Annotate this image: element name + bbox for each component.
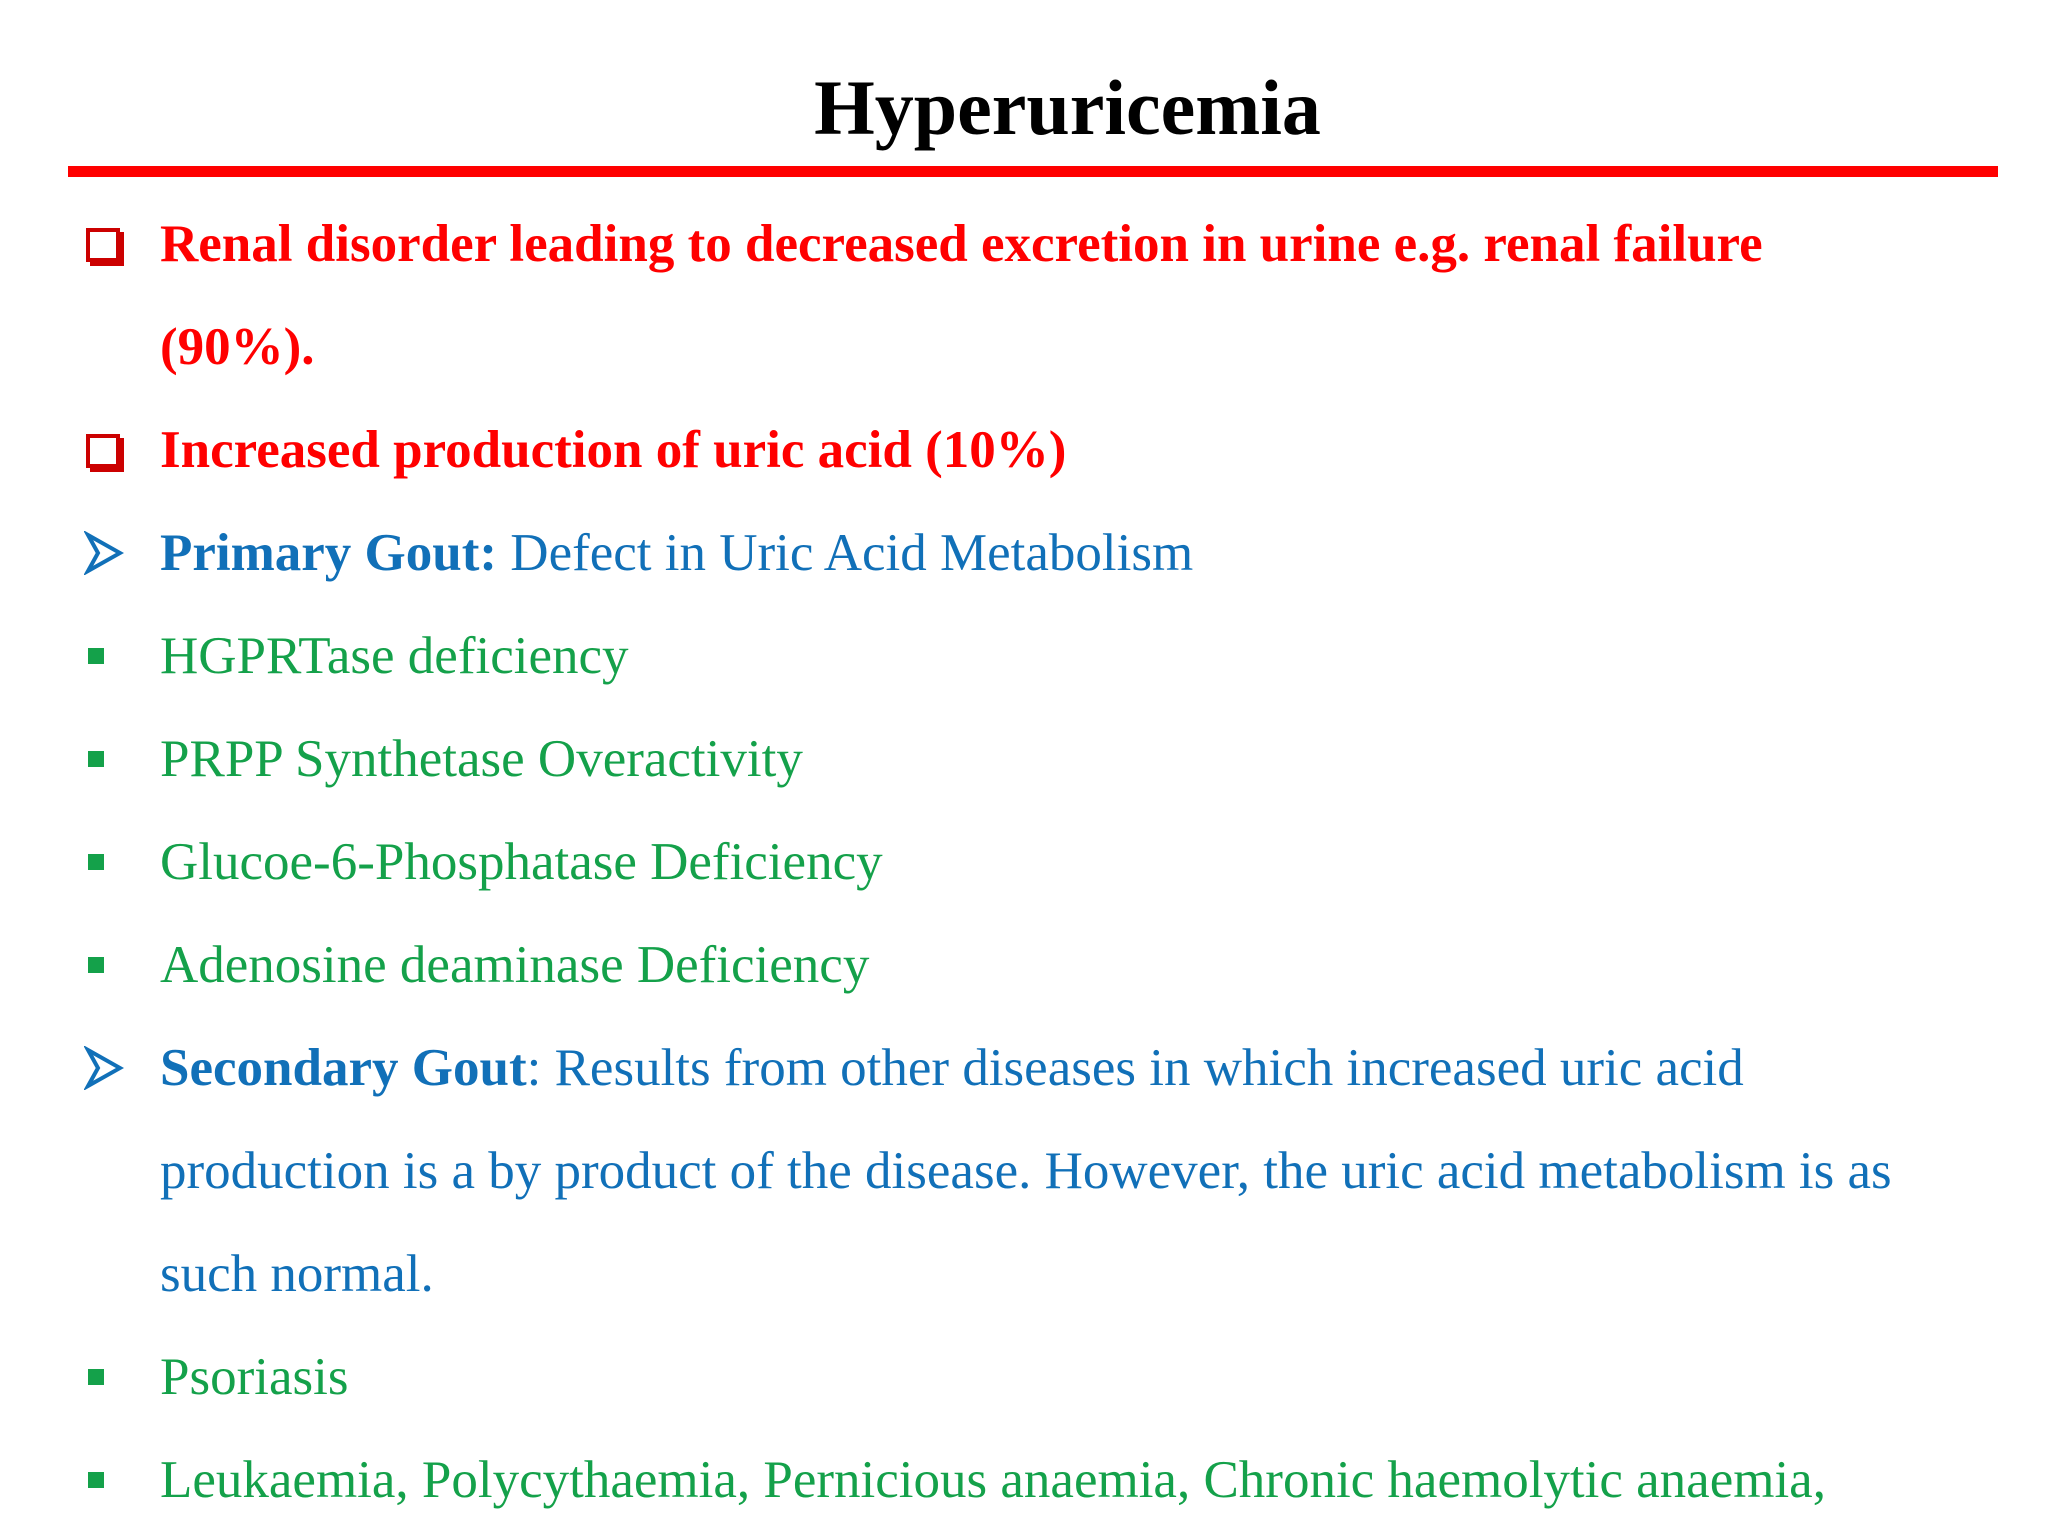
bullet-bold-label: Primary Gout: xyxy=(160,524,498,582)
bullet-text: (90%). xyxy=(160,318,315,376)
list-item xyxy=(0,616,2048,696)
list-item xyxy=(0,925,2048,1005)
bullet-text: production is a by product of the disease. However, the uric acid metabolism is as xyxy=(160,1142,1892,1200)
square-bullet-icon xyxy=(88,1369,104,1385)
square-bullet-icon xyxy=(88,648,104,664)
list-item xyxy=(0,513,2048,593)
square-bullet-icon xyxy=(88,854,104,870)
bullet-marker xyxy=(0,925,110,1005)
bullet-text: HGPRTase deficiency xyxy=(160,627,629,685)
square-bullet-icon xyxy=(88,957,104,973)
bullet-text: such normal. xyxy=(160,1245,434,1303)
list-item xyxy=(0,410,2048,490)
bullet-marker xyxy=(0,616,110,696)
square-bullet-icon xyxy=(88,1472,104,1488)
checkbox-icon xyxy=(86,434,120,468)
list-item xyxy=(0,1028,2048,1108)
list-item xyxy=(0,822,2048,902)
title-underline xyxy=(68,166,1998,177)
list-item xyxy=(0,204,2048,284)
bullet-text: PRPP Synthetase Overactivity xyxy=(160,730,803,788)
bullet-marker xyxy=(0,410,110,490)
arrow-icon xyxy=(84,1046,124,1090)
slide-title: Hyperuricemia xyxy=(814,64,1321,151)
square-bullet-icon xyxy=(88,751,104,767)
checkbox-icon xyxy=(86,228,120,262)
list-item xyxy=(0,1337,2048,1417)
bullet-marker xyxy=(0,1337,110,1417)
bullet-rest: Defect in Uric Acid Metabolism xyxy=(497,524,1194,582)
bullet-text: Increased production of uric acid (10%) xyxy=(160,421,1067,479)
list-item-continuation xyxy=(0,1131,2048,1211)
list-item-continuation xyxy=(0,1234,2048,1314)
bullet-text: Renal disorder leading to decreased excretion in urine e.g. renal failure xyxy=(160,215,1763,273)
bullet-marker xyxy=(0,1028,110,1108)
list-item-continuation xyxy=(0,307,2048,387)
bullet-text: Adenosine deaminase Deficiency xyxy=(160,936,870,994)
bullet-text xyxy=(160,513,1193,593)
bullet-bold-label: Secondary Gout xyxy=(160,1039,527,1097)
bullet-text: Leukaemia, Polycythaemia, Pernicious anaemia, Chronic haemolytic anaemia, xyxy=(160,1451,1826,1509)
arrow-icon xyxy=(84,531,124,575)
bullet-text: Glucoe-6-Phosphatase Deficiency xyxy=(160,833,883,891)
bullet-text xyxy=(160,1028,1744,1108)
list-item xyxy=(0,719,2048,799)
bullet-marker xyxy=(0,1440,110,1520)
bullet-marker xyxy=(0,513,110,593)
bullet-marker xyxy=(0,822,110,902)
list-item xyxy=(0,1440,2048,1520)
bullet-marker xyxy=(0,719,110,799)
bullet-marker xyxy=(0,204,110,284)
bullet-rest: : Results from other diseases in which increased uric acid xyxy=(526,1039,1744,1097)
bullet-text: Psoriasis xyxy=(160,1348,349,1406)
